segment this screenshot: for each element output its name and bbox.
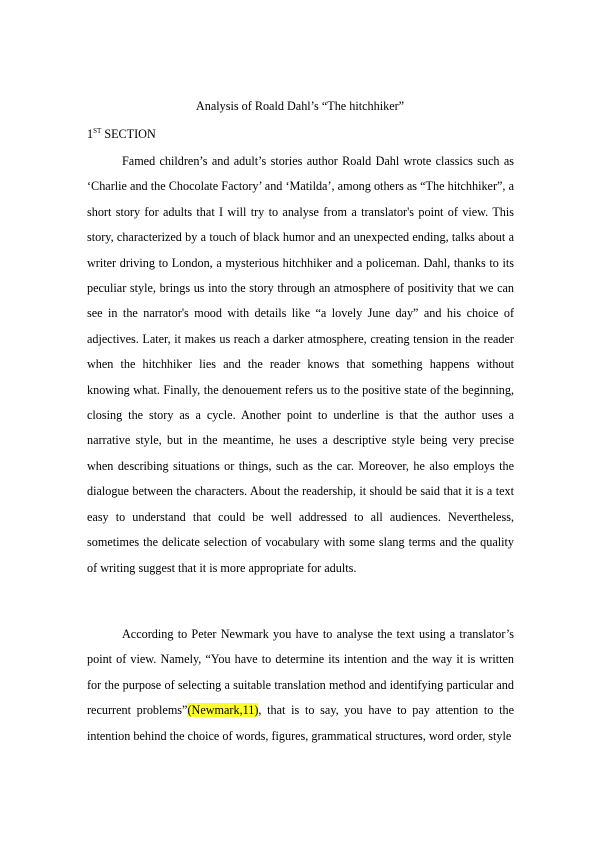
paragraph-2-text-after: , that is to say, you have to pay attention to the intention behind the choice of words, figures, grammatical structures, word order, style — [87, 703, 514, 743]
highlighted-citation: (Newmark,11) — [187, 703, 259, 718]
paragraph-2-text-before: According to Peter Newmark you have to analyse the text using a translator’s point of view. Namely, “You have to determine its intention and the way it is written for the purpose of selecting a suitable translation method and identifying particular and recurrent problems” — [87, 627, 514, 718]
document-title: Analysis of Roald Dahl’s “The hitchhiker” — [195, 99, 405, 113]
paragraph-1: Famed children’s and adult’s stories author Roald Dahl wrote classics such as ‘Charlie and the Chocolate Factory’ and ‘Matilda’, among others as “The hitchhiker”, a short story for adults that I will try to analyse from a translator's point of view. This story, characterized by a touch of black humor and an unexpected ending, talks about a writer driving to London, a mysterious hitchhiker and a policeman. Dahl, thanks to its peculiar style, brings us into the story through an atmosphere of positivity that we can see in the narrator's mood with details like “a lovely June day” and his choice of adjectives. Later, it makes us reach a darker atmosphere, creating tension in the reader when the hitchhiker lies and the reader knows that something happens without knowing what. Finally, the denouement refers us to the positive state of the beginning, closing the story as a cycle. Another point to underline is that the author uses a narrative style, but in the meantime, he uses a descriptive style being very precise when describing situations or things, such as the car. Moreover, he also employs the dialogue between the characters. About the readership, it should be said that it is a text easy to understand that could be well addressed to all audiences. Nevertheless, sometimes the delicate selection of vocabulary with some slang terms and the quality of writing suggest that it is more appropriate for adults. — [87, 154, 514, 575]
section-heading — [87, 126, 156, 142]
section-label: SECTION — [104, 127, 156, 141]
section-ordinal: ST — [93, 127, 102, 135]
section-number: 1 — [87, 127, 94, 141]
paragraph-2 — [87, 622, 514, 749]
